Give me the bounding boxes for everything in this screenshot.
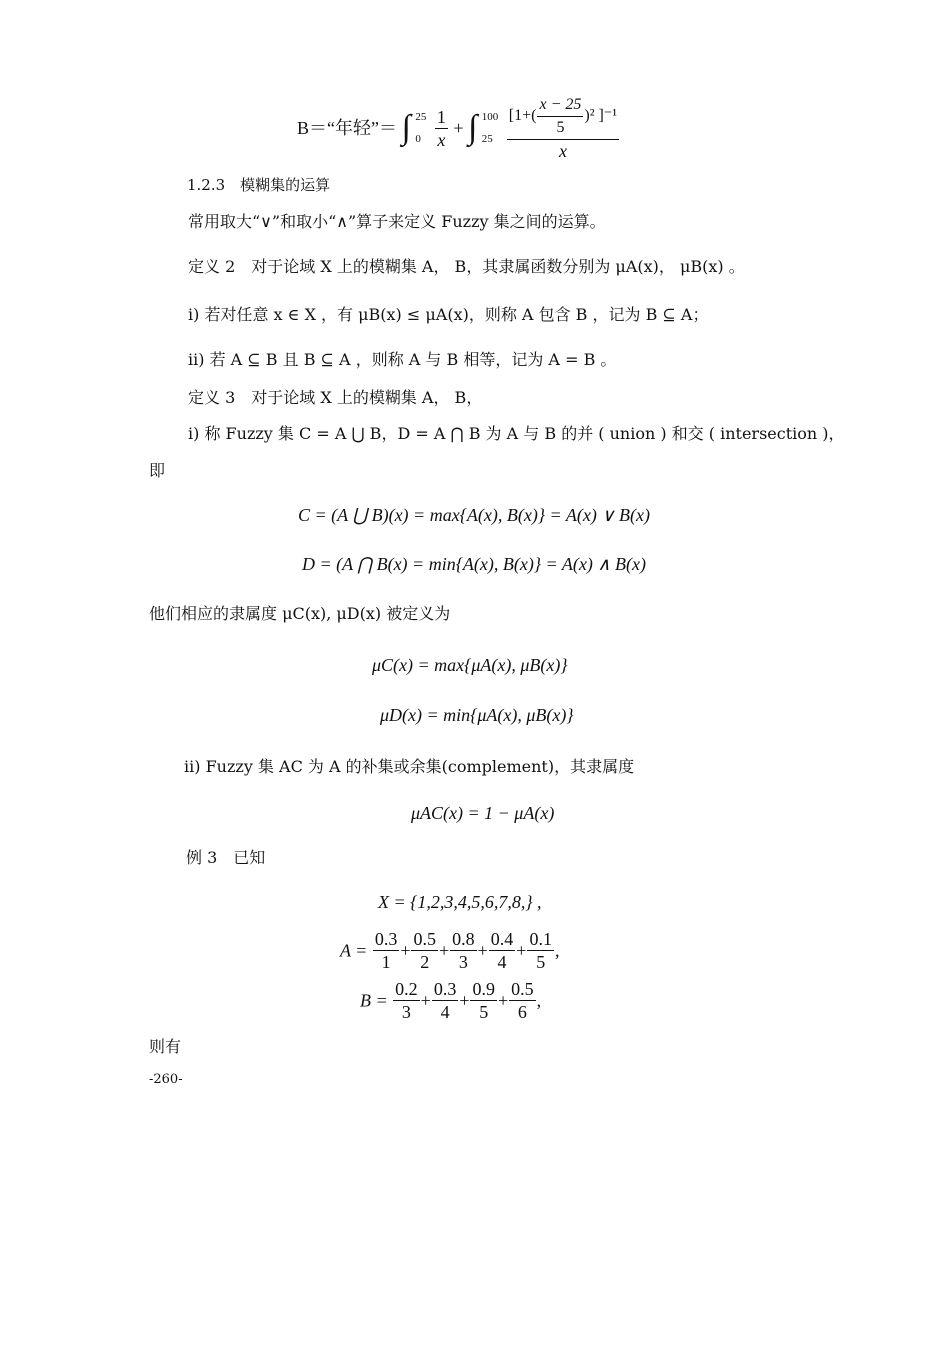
set-a-term: $\frac{0.4}{4}$: [490, 929, 514, 972]
set-b-term: $\frac{0.9}{5}$: [472, 979, 495, 1022]
section-heading: 1.2.3 模糊集的运算: [187, 176, 331, 194]
equation-complement: μAC(x) = 1 − μA(x): [411, 803, 555, 823]
definition-2-item-ii: ii) 若 A ⊆ B 且 B ⊆ A ，则称 A 与 B 相等，记为 A = B 。: [188, 350, 617, 369]
word-then: 则有: [149, 1037, 182, 1056]
formula-lhs: B＝“年轻”＝: [297, 118, 397, 138]
fraction-1-over-x: $\frac{1}{x}$: [436, 106, 446, 150]
definition-3: 定义 3 对于论域 X 上的模糊集 A， B，: [188, 388, 483, 407]
plus-sign: +: [453, 118, 464, 138]
set-a-term: $\frac{0.5}{2}$: [413, 929, 436, 972]
definition-3-item-i: i) 称 Fuzzy 集 C = A ⋃ B，D = A ⋂ B 为 A 与 B 的并 ( union ) 和交 ( intersection )，: [188, 424, 845, 443]
set-b-prefix: B =: [360, 990, 388, 1011]
page-number: -260-: [149, 1072, 183, 1087]
set-b-term: $\frac{0.3}{4}$: [433, 979, 457, 1022]
equation-intersection: D = (A ⋂ B(x) = min{A(x), B(x)} = A(x) ∧ B(x): [302, 554, 646, 574]
integral-limits-1: 25 0: [415, 111, 427, 145]
definition-2-item-i: i) 若对任意 x ∈ X ，有 μB(x) ≤ μA(x)，则称 A 包含 B ，记为 B ⊆ A；: [188, 305, 709, 324]
set-b-term: $\frac{0.2}{3}$: [395, 979, 418, 1022]
set-a-term: $\frac{0.1}{5}$: [529, 929, 552, 972]
equation-mu-d: μD(x) = min{μA(x), μB(x)}: [380, 705, 574, 725]
set-a-prefix: A =: [340, 940, 368, 961]
set-b-term: $\frac{0.5}{6}$: [511, 979, 534, 1022]
integral-limits-2: 100 25: [481, 111, 499, 145]
equation-union: C = (A ⋃ B)(x) = max{A(x), B(x)} = A(x) ∨ B(x): [298, 505, 650, 525]
fraction-membership: [1+( $\frac{x - 25}{5}$ )² ]⁻¹ x: [508, 96, 618, 161]
membership-intro: 他们相应的隶属度 μC(x), μD(x) 被定义为: [149, 604, 451, 623]
paragraph-operators: 常用取大“∨”和取小“∧”算子来定义 Fuzzy 集之间的运算。: [188, 212, 606, 231]
fuzzy-set-b: B = $\frac{0.2}{3}$ + $\frac{0.3}{4}$ + $\frac{0.9}{5}$ + $\frac{0.5}{6}$ ,: [360, 979, 542, 1022]
equation-mu-c: μC(x) = max{μA(x), μB(x)}: [372, 655, 568, 675]
word-ji: 即: [149, 461, 166, 480]
set-a-term: $\frac{0.8}{3}$: [452, 929, 475, 972]
fuzzy-set-a: A = $\frac{0.3}{1}$ + $\frac{0.5}{2}$ + $\frac{0.8}{3}$ + $\frac{0.4}{4}$ + $\frac{0.1}{5}$ ,: [340, 929, 560, 972]
integral-sign-1: ∫: [401, 109, 411, 146]
example-3-heading: 例 3 已知: [186, 848, 266, 867]
formula-b-young: [297, 94, 620, 162]
equation-universe-x: X = {1,2,3,4,5,6,7,8,} ,: [378, 892, 542, 912]
definition-2: 定义 2 对于论域 X 上的模糊集 A， B，其隶属函数分别为 μA(x)， μB(x) 。: [188, 257, 745, 276]
set-a-term: $\frac{0.3}{1}$: [374, 929, 398, 972]
integral-sign-2: ∫: [467, 109, 478, 146]
definition-3-item-ii: ii) Fuzzy 集 AC 为 A 的补集或余集(complement)，其隶属度: [184, 757, 635, 776]
